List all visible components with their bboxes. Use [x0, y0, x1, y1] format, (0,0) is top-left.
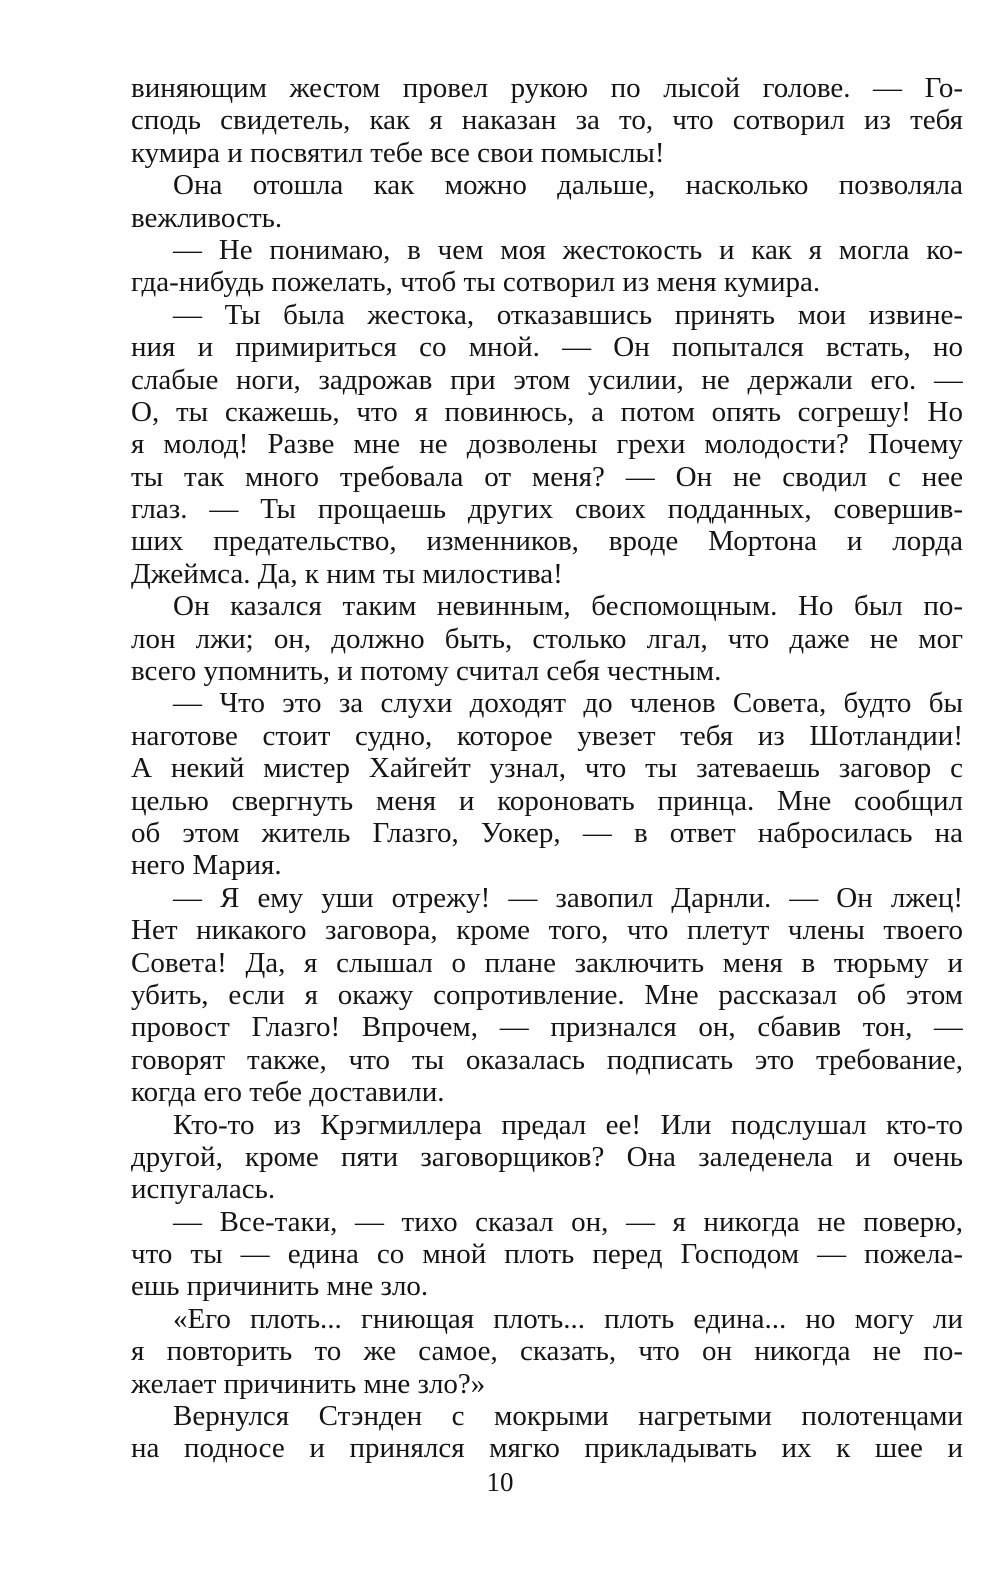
text-line: наготове стоит судно, которое увезет тебя из Шотландии!	[131, 719, 963, 752]
text-line: ешь причинить мне зло.	[131, 1270, 429, 1303]
text-line: когда его тебе доставили.	[131, 1076, 445, 1109]
text-line: ты так много требовала от меня? — Он не сводил с нее	[131, 460, 963, 493]
text-line: сподь свидетель, как я наказан за то, что сотворил из тебя	[131, 104, 963, 137]
text-line: Кто-то из Крэгмиллера предал ее! Или подслушал кто-то	[173, 1108, 963, 1141]
text-line: лон лжи; он, должно быть, столько лгал, что даже не мог	[131, 622, 963, 655]
text-line: «Его плоть... гниющая плоть... плоть едина... но могу ли	[173, 1302, 963, 1335]
text-line: ния и примириться со мной. — Он попытался встать, но	[131, 331, 963, 364]
text-line: Он казался таким невинным, беспомощным. Но был по-	[173, 590, 963, 623]
text-line: Вернулся Стэнден с мокрыми нагретыми полотенцами	[173, 1400, 963, 1433]
text-line: об этом житель Глазго, Уокер, — в ответ набросилась на	[131, 816, 963, 849]
text-line: — Что это за слухи доходят до членов Совета, будто бы	[173, 687, 963, 720]
text-line: провост Глазго! Впрочем, — признался он, сбавив тон, —	[131, 1011, 963, 1044]
text-line: слабые ноги, задрожав при этом усилии, не держали его. —	[131, 363, 963, 396]
text-line: него Мария.	[131, 849, 282, 882]
text-line: Совета! Да, я слышал о плане заключить меня в тюрьму и	[131, 946, 963, 979]
text-line: целью свергнуть меня и короновать принца. Мне сообщил	[131, 784, 963, 817]
book-page-text	[131, 72, 963, 1465]
text-line: вежливость.	[131, 201, 283, 234]
text-line: я повторить то же самое, сказать, что он никогда не по-	[131, 1335, 963, 1368]
text-line: — Все-таки, — тихо сказал он, — я никогда не поверю,	[173, 1205, 963, 1238]
text-line: А некий мистер Хайгейт узнал, что ты затеваешь заговор с	[131, 752, 963, 785]
text-line: что ты — едина со мной плоть перед Господом — пожела-	[131, 1238, 963, 1271]
text-line: глаз. — Ты прощаешь других своих подданных, совершив-	[131, 493, 963, 526]
text-line: убить, если я окажу сопротивление. Мне рассказал об этом	[131, 978, 963, 1011]
text-line: другой, кроме пяти заговорщиков? Она заледенела и очень	[131, 1140, 963, 1173]
text-line: гда-нибудь пожелать, чтоб ты сотворил из меня кумира.	[131, 266, 821, 299]
text-line: говорят также, что ты оказалась подписать это требование,	[131, 1043, 963, 1076]
text-line: О, ты скажешь, что я повинюсь, а потом опять согрешу! Но	[131, 395, 963, 428]
text-line: испугалась.	[131, 1173, 276, 1206]
text-line: — Не понимаю, в чем моя жестокость и как я могла ко-	[173, 233, 963, 266]
text-line: Она отошла как можно дальше, насколько позволяла	[173, 169, 963, 202]
text-line: ших предательство, изменников, вроде Мортона и лорда	[131, 525, 963, 558]
text-line: — Я ему уши отрежу! — завопил Дарнли. — Он лжец!	[173, 881, 963, 914]
text-line: Джеймса. Да, к ним ты милостива!	[131, 557, 563, 590]
page-number: 10	[486, 1467, 514, 1497]
text-line: виняющим жестом провел рукою по лысой голове. — Го-	[131, 72, 963, 104]
text-line: на подносе и принялся мягко прикладывать их к шее и	[131, 1432, 963, 1465]
text-line: — Ты была жестока, отказавшись принять мои извине-	[173, 298, 963, 331]
text-line: я молод! Разве мне не дозволены грехи молодости? Почему	[131, 428, 963, 461]
text-line: кумира и посвятил тебе все свои помыслы!	[131, 136, 665, 169]
text-line: желает причинить мне зло?»	[131, 1367, 486, 1400]
text-line: всего упомнить, и потому считал себя честным.	[131, 655, 722, 688]
text-line: Нет никакого заговора, кроме того, что плетут члены твоего	[131, 914, 963, 947]
